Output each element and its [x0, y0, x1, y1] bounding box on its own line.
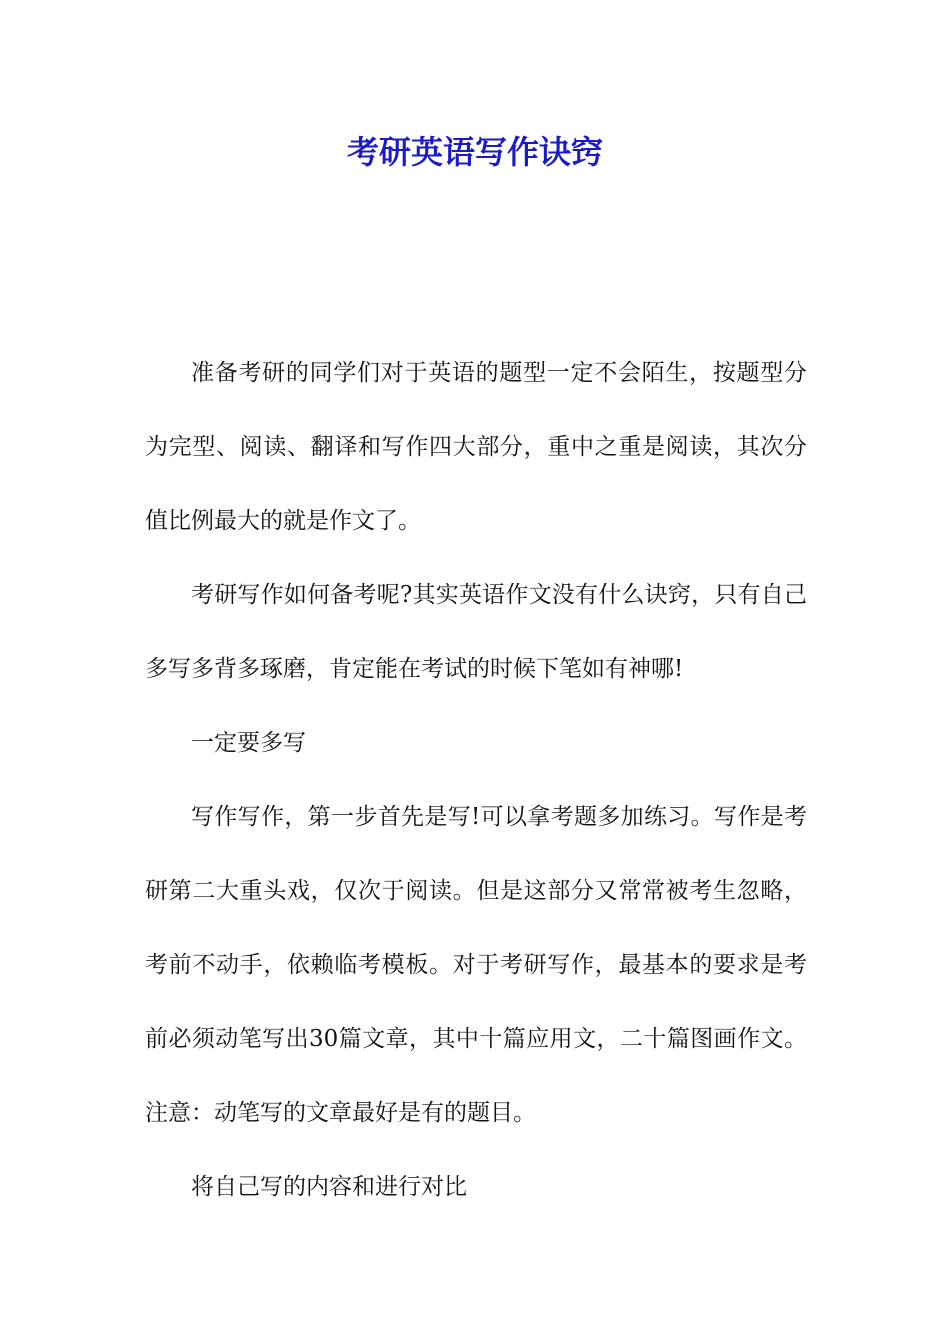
paragraph-preparation: 考研写作如何备考呢?其实英语作文没有什么诀窍，只有自己多写多背多琢磨，肯定能在考试的时候下笔如有神哪!: [145, 582, 807, 682]
document-body: [145, 336, 807, 1224]
section-heading-write-more: 一定要多写: [191, 730, 306, 756]
document-title: 考研英语写作诀窍: [346, 133, 603, 171]
section-heading-compare: 将自己写的内容和进行对比: [191, 1174, 467, 1200]
paragraph-intro: 准备考研的同学们对于英语的题型一定不会陌生，按题型分为完型、阅读、翻译和写作四大部分，重中之重是阅读，其次分值比例最大的就是作文了。: [145, 360, 807, 534]
paragraph-writing-practice: 写作写作，第一步首先是写!可以拿考题多加练习。写作是考研第二大重头戏，仅次于阅读。但是这部分又常常被考生忽略，考前不动手，依赖临考模板。对于考研写作，最基本的要求是考前必须动笔写出30篇文章，其中十篇应用文，二十篇图画作文。注意：动笔写的文章最好是有的题目。: [145, 804, 807, 1126]
